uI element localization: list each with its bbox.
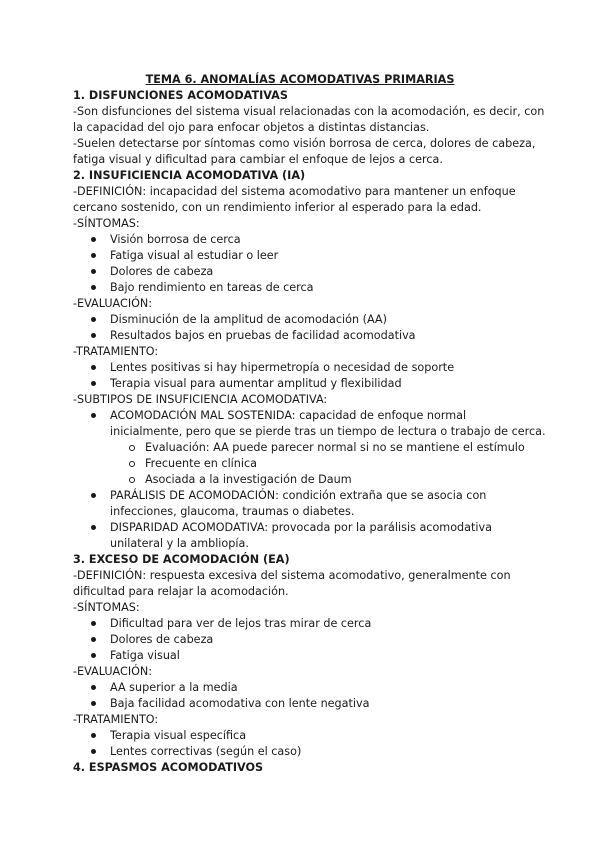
list-item-continuation: unilateral y la ambliopía. [110,537,249,550]
definition-text: -DEFINICIÓN: incapacidad del sistema acomodativo para mantener un enfoque [73,185,516,198]
list-item: Resultados bajos en pruebas de facilidad acomodativa [110,329,416,342]
bullet-icon [91,285,96,290]
bullet-icon [91,317,96,322]
list-item: Disminución de la amplitud de acomodación (AA) [110,313,387,326]
sub-list-item: Frecuente en clínica [145,457,257,470]
paragraph-text: fatiga visual y dificultad para cambiar el enfoque de lejos a cerca. [73,153,443,166]
list-item: Terapia visual específica [110,729,247,742]
sub-list-item: Asociada a la investigación de Daum [145,473,352,486]
bullet-icon [91,253,96,258]
bullet-icon [91,333,96,338]
sub-bullet-icon [129,461,135,467]
list-item: Visión borrosa de cerca [110,233,241,246]
list-item-continuation: infecciones, glaucoma, traumas o diabetes. [110,505,355,518]
section-2-heading: 2. INSUFICIENCIA ACOMODATIVA (IA) [73,169,306,182]
bullet-icon [91,365,96,370]
bullet-icon [91,733,96,738]
sub-list-item: Evaluación: AA puede parecer normal si no se mantiene el estímulo [145,441,525,454]
definition-text: -DEFINICIÓN: respuesta excesiva del sistema acomodativo, generalmente con [73,569,511,582]
bullet-icon [91,637,96,642]
bullet-icon [91,749,96,754]
paragraph-text: -Suelen detectarse por síntomas como visión borrosa de cerca, dolores de cabeza, [73,137,536,150]
sub-bullet-icon [129,477,135,483]
subtipos-label: -SUBTIPOS DE INSUFICIENCIA ACOMODATIVA: [73,393,328,406]
bullet-icon [91,493,96,498]
list-item: Dificultad para ver de lejos tras mirar de cerca [110,617,372,630]
page-title: TEMA 6. ANOMALÍAS ACOMODATIVAS PRIMARIAS [145,73,455,86]
list-item-continuation: inicialmente, pero que se pierde tras un tiempo de lectura o trabajo de cerca. [110,425,546,438]
bullet-icon [91,701,96,706]
section-4-heading: 4. ESPASMOS ACOMODATIVOS [73,761,264,774]
definition-text: dificultad para relajar la acomodación. [73,585,289,598]
sintomas-label: -SÍNTOMAS: [73,601,140,614]
bullet-icon [91,653,96,658]
section-1-heading: 1. DISFUNCIONES ACOMODATIVAS [73,89,288,102]
list-item: Dolores de cabeza [110,265,214,278]
tratamiento-label: -TRATAMIENTO: [73,345,159,358]
bullet-icon [91,685,96,690]
list-item: AA superior a la media [110,681,238,694]
list-item: Fatiga visual [110,649,180,662]
list-item: Dolores de cabeza [110,633,214,646]
list-item: Lentes correctivas (según el caso) [110,745,302,758]
sub-bullet-icon [129,445,135,451]
tratamiento-label: -TRATAMIENTO: [73,713,159,726]
list-item: Terapia visual para aumentar amplitud y flexibilidad [110,377,402,390]
bullet-icon [91,621,96,626]
definition-text: cercano sostenido, con un rendimiento inferior al esperado para la edad. [73,201,482,214]
bullet-icon [91,237,96,242]
evaluacion-label: -EVALUACIÓN: [73,665,153,678]
paragraph-text: la capacidad del ojo para enfocar objetos a distintas distancias. [73,121,430,134]
list-item: Baja facilidad acomodativa con lente negativa [110,697,370,710]
section-3-heading: 3. EXCESO DE ACOMODACIÓN (EA) [73,553,290,566]
bullet-icon [91,381,96,386]
bullet-icon [91,413,96,418]
list-item: DISPARIDAD ACOMODATIVA: provocada por la parálisis acomodativa [110,521,492,534]
paragraph-text: -Son disfunciones del sistema visual relacionadas con la acomodación, es decir, con [73,105,545,118]
list-item: PARÁLISIS DE ACOMODACIÓN: condición extraña que se asocia con [110,489,487,502]
evaluacion-label: -EVALUACIÓN: [73,297,153,310]
bullet-icon [91,269,96,274]
list-item: Fatiga visual al estudiar o leer [110,249,279,262]
list-item: Lentes positivas si hay hipermetropía o necesidad de soporte [110,361,455,374]
bullet-icon [91,525,96,530]
sintomas-label: -SÍNTOMAS: [73,217,140,230]
list-item: ACOMODACIÓN MAL SOSTENIDA: capacidad de enfoque normal [110,409,467,422]
list-item: Bajo rendimiento en tareas de cerca [110,281,314,294]
